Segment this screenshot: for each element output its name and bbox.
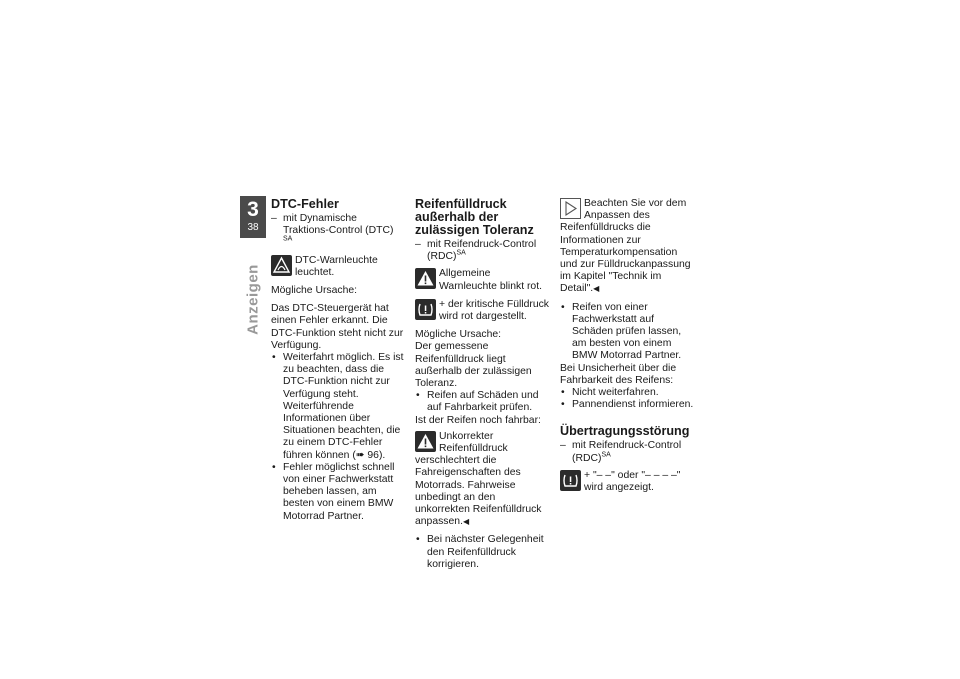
column-tire-pressure [415,198,549,571]
end-of-section-icon: ◀ [462,517,470,527]
stop-bullet: • Nicht weiterfahren. [560,387,696,399]
tire-pressure-icon [415,299,436,320]
rdc-bullet-correct: • Bei nächster Gelegenheit den Reifenfülldruck korrigieren. [415,534,549,571]
note-text: Beachten Sie vor dem Anpassen des Reifenfülldrucks die Informationen zur Temperaturkompensation und zur Fülldruckanpassung im Kapitel "Technik im Detail". [560,198,691,295]
general-warning-text: Allgemeine Warnleuchte blinkt rot. [439,268,542,292]
tire-pressure-title: Reifenfülldruck außerhalb der zulässigen Toleranz [415,197,534,237]
rdc-cause-text: Der gemessene Reifenfülldruck liegt außerhalb der zulässigen Toleranz. [415,341,532,390]
dtc-condition: – mit Dynamische Traktions-Control (DTC) $^{SA}$ [271,213,405,250]
end-of-section-icon: ◀ [593,284,600,294]
transmission-display-text: + "– –" oder "– – – –" wird angezeigt. [584,469,681,494]
dtc-warning-text: DTC-Warnleuchte leuchtet. [295,254,378,278]
transmission-row [560,470,696,494]
general-warning-icon [415,268,436,289]
rdc-condition-2: – mit Reifendruck-Control (RDC)$^{SA}$ [560,440,696,464]
tire-pressure-text: + der kritische Fülldruck wird rot dargestellt. [439,298,550,323]
dtc-cause-label: Mögliche Ursache: [271,285,358,297]
note-block [560,198,696,296]
dtc-bullet-continue: • Weiterfahrt möglich. Es ist zu beachten, dass die DTC-Funktion nicht zur Verfügung steht. Weiterführende Informationen über Situationen beachten, die zu einem DTC-Fehler führen können (➠ 96). [271,352,405,462]
caution-block [415,431,549,529]
tire-pressure-row [415,299,549,323]
chapter-number: 3 [247,198,259,221]
dtc-warning-icon [271,255,292,276]
rdc-question: Ist der Reifen noch fahrbar: [415,414,541,426]
column-dtc-error [271,198,405,523]
chapter-box [240,196,266,238]
dtc-error-title: DTC-Fehler [271,197,339,211]
page-reference: (➠ 96). [352,449,386,461]
general-warning-row [415,268,549,292]
section-label: Anzeigen [244,264,262,335]
breakdown-bullet: • Pannendienst informieren. [560,399,696,411]
transmission-error-title: Übertragungsstörung [560,424,690,439]
page-number: 38 [247,222,259,233]
rdc-cause-label: Mögliche Ursache: [415,329,502,341]
column-continued [560,198,696,500]
rdc-condition: – mit Reifendruck-Control (RDC)$^{SA}$ [415,239,549,263]
caution-text: Unkorrekter Reifenfülldruck verschlechtert die Fahreigenschaften des Motorrads. Fahrweise unbedingt an den unkorrekten Reifenfülldruck anpassen. [415,430,542,528]
tire-pressure-icon [560,470,581,491]
dtc-bullet-workshop: • Fehler möglichst schnell von einer Fachwerkstatt beheben lassen, am besten von einem BMW Motorrad Partner. [271,462,405,523]
rdc-bullet-check: • Reifen auf Schäden und auf Fahrbarkeit prüfen. [415,390,549,414]
sidebar [240,196,266,396]
dtc-warning-row [271,255,405,279]
uncertainty-text: Bei Unsicherheit über die Fahrbarkeit des Reifens: [560,362,677,386]
dtc-cause-text: Das DTC-Steuergerät hat einen Fehler erkannt. Die DTC-Funktion steht nicht zur Verfügung. [271,303,404,351]
note-triangle-icon [560,198,581,219]
workshop-bullet: • Reifen von einer Fachwerkstatt auf Schäden prüfen lassen, am besten von einem BMW Motorrad Partner. [560,302,696,363]
caution-triangle-icon [415,431,436,452]
